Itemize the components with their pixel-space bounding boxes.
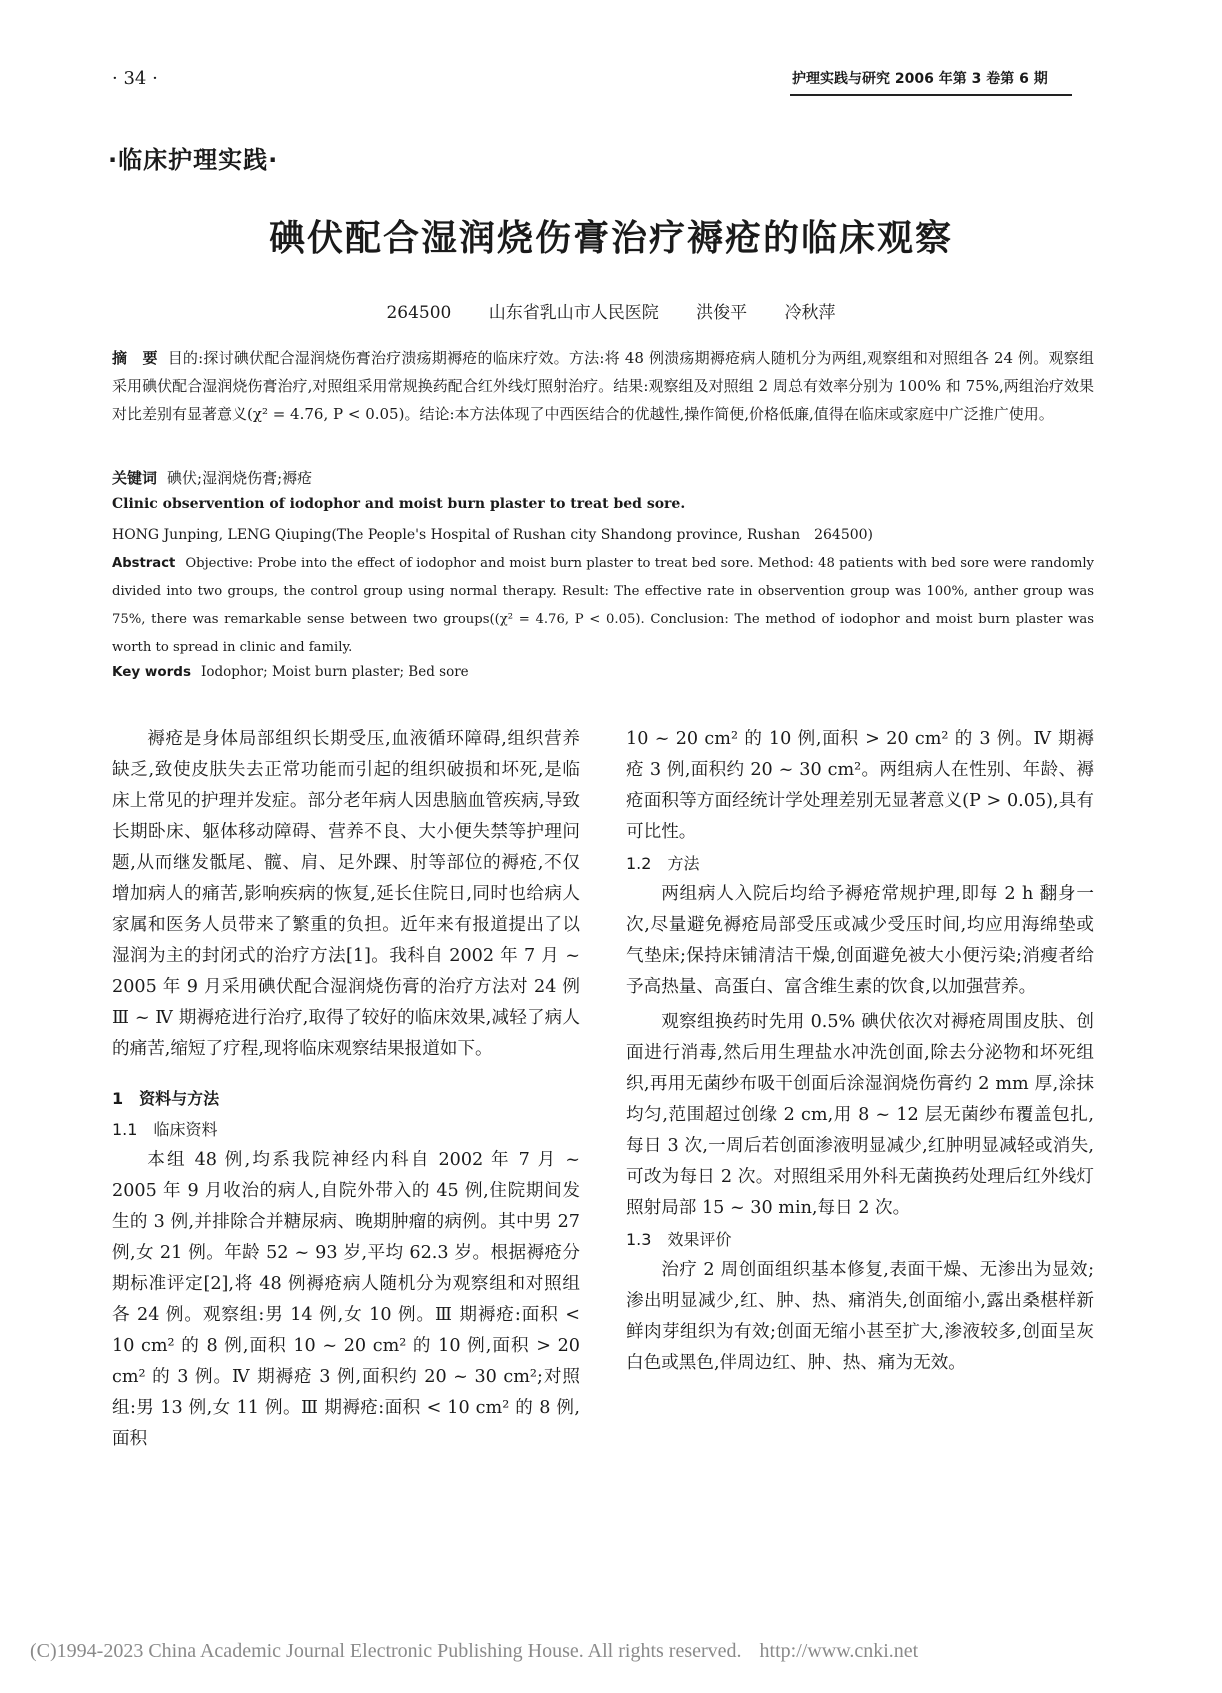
journal-reference: 护理实践与研究 2006 年第 3 卷第 6 期 <box>792 71 1048 87</box>
section-label: ·临床护理实践· <box>108 146 279 174</box>
subsection-heading: 1.3 效果评价 <box>626 1230 732 1249</box>
body-paragraph: 两组病人入院后均给予褥疮常规护理,即每 2 h 翻身一次,尽量避免褥疮局部受压或减少受压时间,均应用海绵垫或气垫床;保持床铺清洁干燥,创面避免被大小便污染;消瘦者给予高热量、高蛋白、富含维生素的饮食,以加强营养。 <box>626 884 1094 997</box>
author-name: 冷秋萍 <box>784 303 836 323</box>
body-paragraph: 治疗 2 周创面组织基本修复,表面干燥、无渗出为显效;渗出明显减少,红、肿、热、痛消失,创面缩小,露出桑椹样新鲜肉芽组织为有效;创面无缩小甚至扩大,渗液较多,创面呈灰白色或黑色,伴周边红、肿、热、痛为无效。 <box>626 1260 1094 1373</box>
abstract-label: 摘 要 <box>112 349 158 367</box>
copyright-footer <box>30 1640 936 1663</box>
author-name: 洪俊平 <box>696 303 748 323</box>
abstract-text: Objective: Probe into the effect of iodophor and moist burn plaster to treat bed sore. Method: 48 patients with bed sore were randomly divided into two groups, the control group using normal therapy. Result: The effective rate in observention group was 100%, anther group was 75%, there was remarkable sense between two groups((χ² = 4.76, P < 0.05). Conclusion: The method of iodophor and moist burn plaster was worth to spread in clinic and family. <box>112 556 1094 655</box>
keywords-label: Key words <box>112 664 191 680</box>
subsection-heading: 1.2 方法 <box>626 854 700 873</box>
abstract-text: 目的:探讨碘伏配合湿润烧伤膏治疗溃疡期褥疮的临床疗效。方法:将 48 例溃疡期褥疮病人随机分为两组,观察组和对照组各 24 例。观察组采用碘伏配合湿润烧伤膏治疗,对照组采用常规换药配合红外线灯照射治疗。结果:观察组及对照组 2 周总有效率分别为 100% 和 75%,两组治疗效果对比差别有显著意义(χ² = 4.76, P < 0.05)。结论:本方法体现了中西医结合的优越性,操作简便,价格低廉,值得在临床或家庭中广泛推广使用。 <box>112 349 1094 423</box>
body-paragraph: 本组 48 例,均系我院神经内科自 2002 年 7 月 ~ 2005 年 9 月收治的病人,自院外带入的 45 例,住院期间发生的 3 例,并排除合并糖尿病、晚期肿瘤的病例。其中男 27 例,女 21 例。年龄 52 ~ 93 岁,平均 62.3 岁。根据褥疮分期标准评定[2],将 48 例褥疮病人随机分为观察组和对照组各 24 例。观察组:男 14 例,女 10 例。Ⅲ 期褥疮:面积 < 10 cm² 的 8 例,面积 10 ~ 20 cm² 的 10 例,面积 > 20 cm² 的 3 例。Ⅳ 期褥疮 3 例,面积约 20 ~ 30 cm²;对照组:男 13 例,女 11 例。Ⅲ 期褥疮:面积 < 10 cm² 的 8 例,面积 <box>112 1150 580 1449</box>
english-title: Clinic observention of iodophor and moist burn plaster to treat bed sore. <box>112 496 686 512</box>
english-authors: HONG Junping, LENG Qiuping(The People's Hospital of Rushan city Shandong province, Rushan 264500) <box>112 527 874 543</box>
section-heading: 1 资料与方法 <box>112 1089 220 1108</box>
chinese-keywords <box>112 464 1094 492</box>
header-rule <box>790 94 1072 96</box>
body-paragraph: 10 ~ 20 cm² 的 10 例,面积 > 20 cm² 的 3 例。Ⅳ 期褥疮 3 例,面积约 20 ~ 30 cm²。两组病人在性别、年龄、褥疮面积等方面经统计学处理差别无显著意义(P > 0.05),具有可比性。 <box>626 729 1094 842</box>
body-paragraph: 褥疮是身体局部组织长期受压,血液循环障碍,组织营养缺乏,致使皮肤失去正常功能而引起的组织破损和坏死,是临床上常见的护理并发症。部分老年病人因患脑血管疾病,导致长期卧床、躯体移动障碍、营养不良、大小便失禁等护理问题,从而继发骶尾、髋、肩、足外踝、肘等部位的褥疮,不仅增加病人的痛苦,影响疾病的恢复,延长住院日,同时也给病人家属和医务人员带来了繁重的负担。近年来有报道提出了以湿润为主的封闭式的治疗方法[1]。我科自 2002 年 7 月 ~ 2005 年 9 月采用碘伏配合湿润烧伤膏的治疗方法对 24 例 Ⅲ ~ Ⅳ 期褥疮进行治疗,取得了较好的临床效果,减轻了病人的痛苦,缩短了疗程,现将临床观察结果报道如下。 <box>112 729 580 1059</box>
body-left-column <box>112 724 580 1455</box>
keywords-label: 关键词 <box>112 469 158 487</box>
author-line <box>0 298 1222 323</box>
footer-url[interactable]: http://www.cnki.net <box>759 1640 919 1662</box>
keywords-text: 碘伏;湿润烧伤膏;褥疮 <box>167 469 313 487</box>
english-abstract <box>112 550 1094 662</box>
abstract-label: Abstract <box>112 556 176 571</box>
english-keywords <box>112 664 1094 680</box>
chinese-abstract <box>112 344 1094 428</box>
article-title: 碘伏配合湿润烧伤膏治疗褥疮的临床观察 <box>268 218 953 259</box>
postcode: 264500 <box>386 303 452 323</box>
institution: 山东省乳山市人民医院 <box>488 303 659 323</box>
page-number: · 34 · <box>112 68 158 89</box>
body-right-column <box>626 724 1094 1379</box>
copyright-text: (C)1994-2023 China Academic Journal Electronic Publishing House. All rights reserved. <box>30 1640 742 1662</box>
subsection-heading: 1.1 临床资料 <box>112 1120 218 1139</box>
body-paragraph: 观察组换药时先用 0.5% 碘伏依次对褥疮周围皮肤、创面进行消毒,然后用生理盐水冲洗创面,除去分泌物和坏死组织,再用无菌纱布吸干创面后涂湿润烧伤膏约 2 mm 厚,涂抹均匀,范围超过创缘 2 cm,用 8 ~ 12 层无菌纱布覆盖包扎,每日 3 次,一周后若创面渗液明显减少,红肿明显减轻或消失,可改为每日 2 次。对照组采用外科无菌换药处理后红外线灯照射局部 15 ~ 30 min,每日 2 次。 <box>626 1012 1094 1218</box>
keywords-text: Iodophor; Moist burn plaster; Bed sore <box>200 664 469 680</box>
